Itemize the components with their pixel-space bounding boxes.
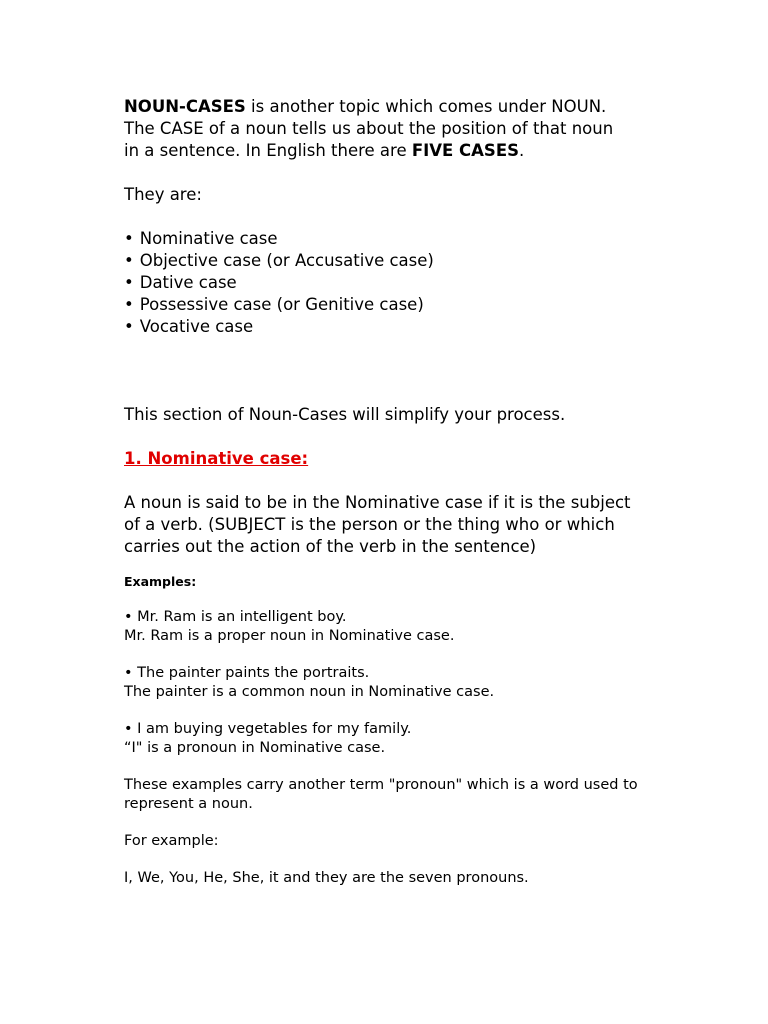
five-cases-term: FIVE CASES <box>411 141 519 160</box>
example-block <box>124 608 684 646</box>
they-are-label: They are: <box>124 185 202 204</box>
case-item: • Nominative case <box>124 228 684 250</box>
definition-line: of a verb. (SUBJECT is the person or the thing who or which <box>124 515 615 534</box>
pronoun-note-line: represent a noun. <box>124 796 253 812</box>
for-example-label: For example: <box>124 833 219 849</box>
cases-list <box>124 228 684 338</box>
example-block <box>124 664 684 702</box>
example-explanation: Mr. Ram is a proper noun in Nominative case. <box>124 628 455 644</box>
example-explanation: “I" is a pronoun in Nominative case. <box>124 740 386 756</box>
example-sentence: • I am buying vegetables for my family. <box>124 721 412 737</box>
definition-paragraph <box>124 492 684 558</box>
example-sentence: • Mr. Ram is an intelligent boy. <box>124 609 347 625</box>
intro-period: . <box>518 141 525 160</box>
document-page <box>124 96 684 888</box>
intro-paragraph <box>124 96 684 162</box>
nominative-heading: 1. Nominative case: <box>124 449 309 468</box>
case-item: • Possessive case (or Genitive case) <box>124 294 684 316</box>
definition-line: carries out the action of the verb in the sentence) <box>124 537 537 556</box>
example-block <box>124 720 684 758</box>
example-explanation: The painter is a common noun in Nominative case. <box>124 684 495 700</box>
intro-line2: The CASE of a noun tells us about the position of that noun <box>124 119 614 138</box>
intro-line3: in a sentence. In English there are <box>124 141 412 160</box>
pronoun-note-line: These examples carry another term "pronoun" which is a word used to <box>124 777 638 793</box>
pronouns-line: I, We, You, He, She, it and they are the seven pronouns. <box>124 870 529 886</box>
section-note: This section of Noun-Cases will simplify your process. <box>124 405 566 424</box>
case-item: • Objective case (or Accusative case) <box>124 250 684 272</box>
example-sentence: • The painter paints the portraits. <box>124 665 370 681</box>
intro-line1: is another topic which comes under NOUN. <box>245 97 607 116</box>
case-item: • Dative case <box>124 272 684 294</box>
examples-label: Examples: <box>124 574 197 589</box>
noun-cases-term: NOUN-CASES <box>124 97 246 116</box>
case-item: • Vocative case <box>124 316 684 338</box>
pronoun-note <box>124 776 684 814</box>
definition-line: A noun is said to be in the Nominative case if it is the subject <box>124 493 631 512</box>
